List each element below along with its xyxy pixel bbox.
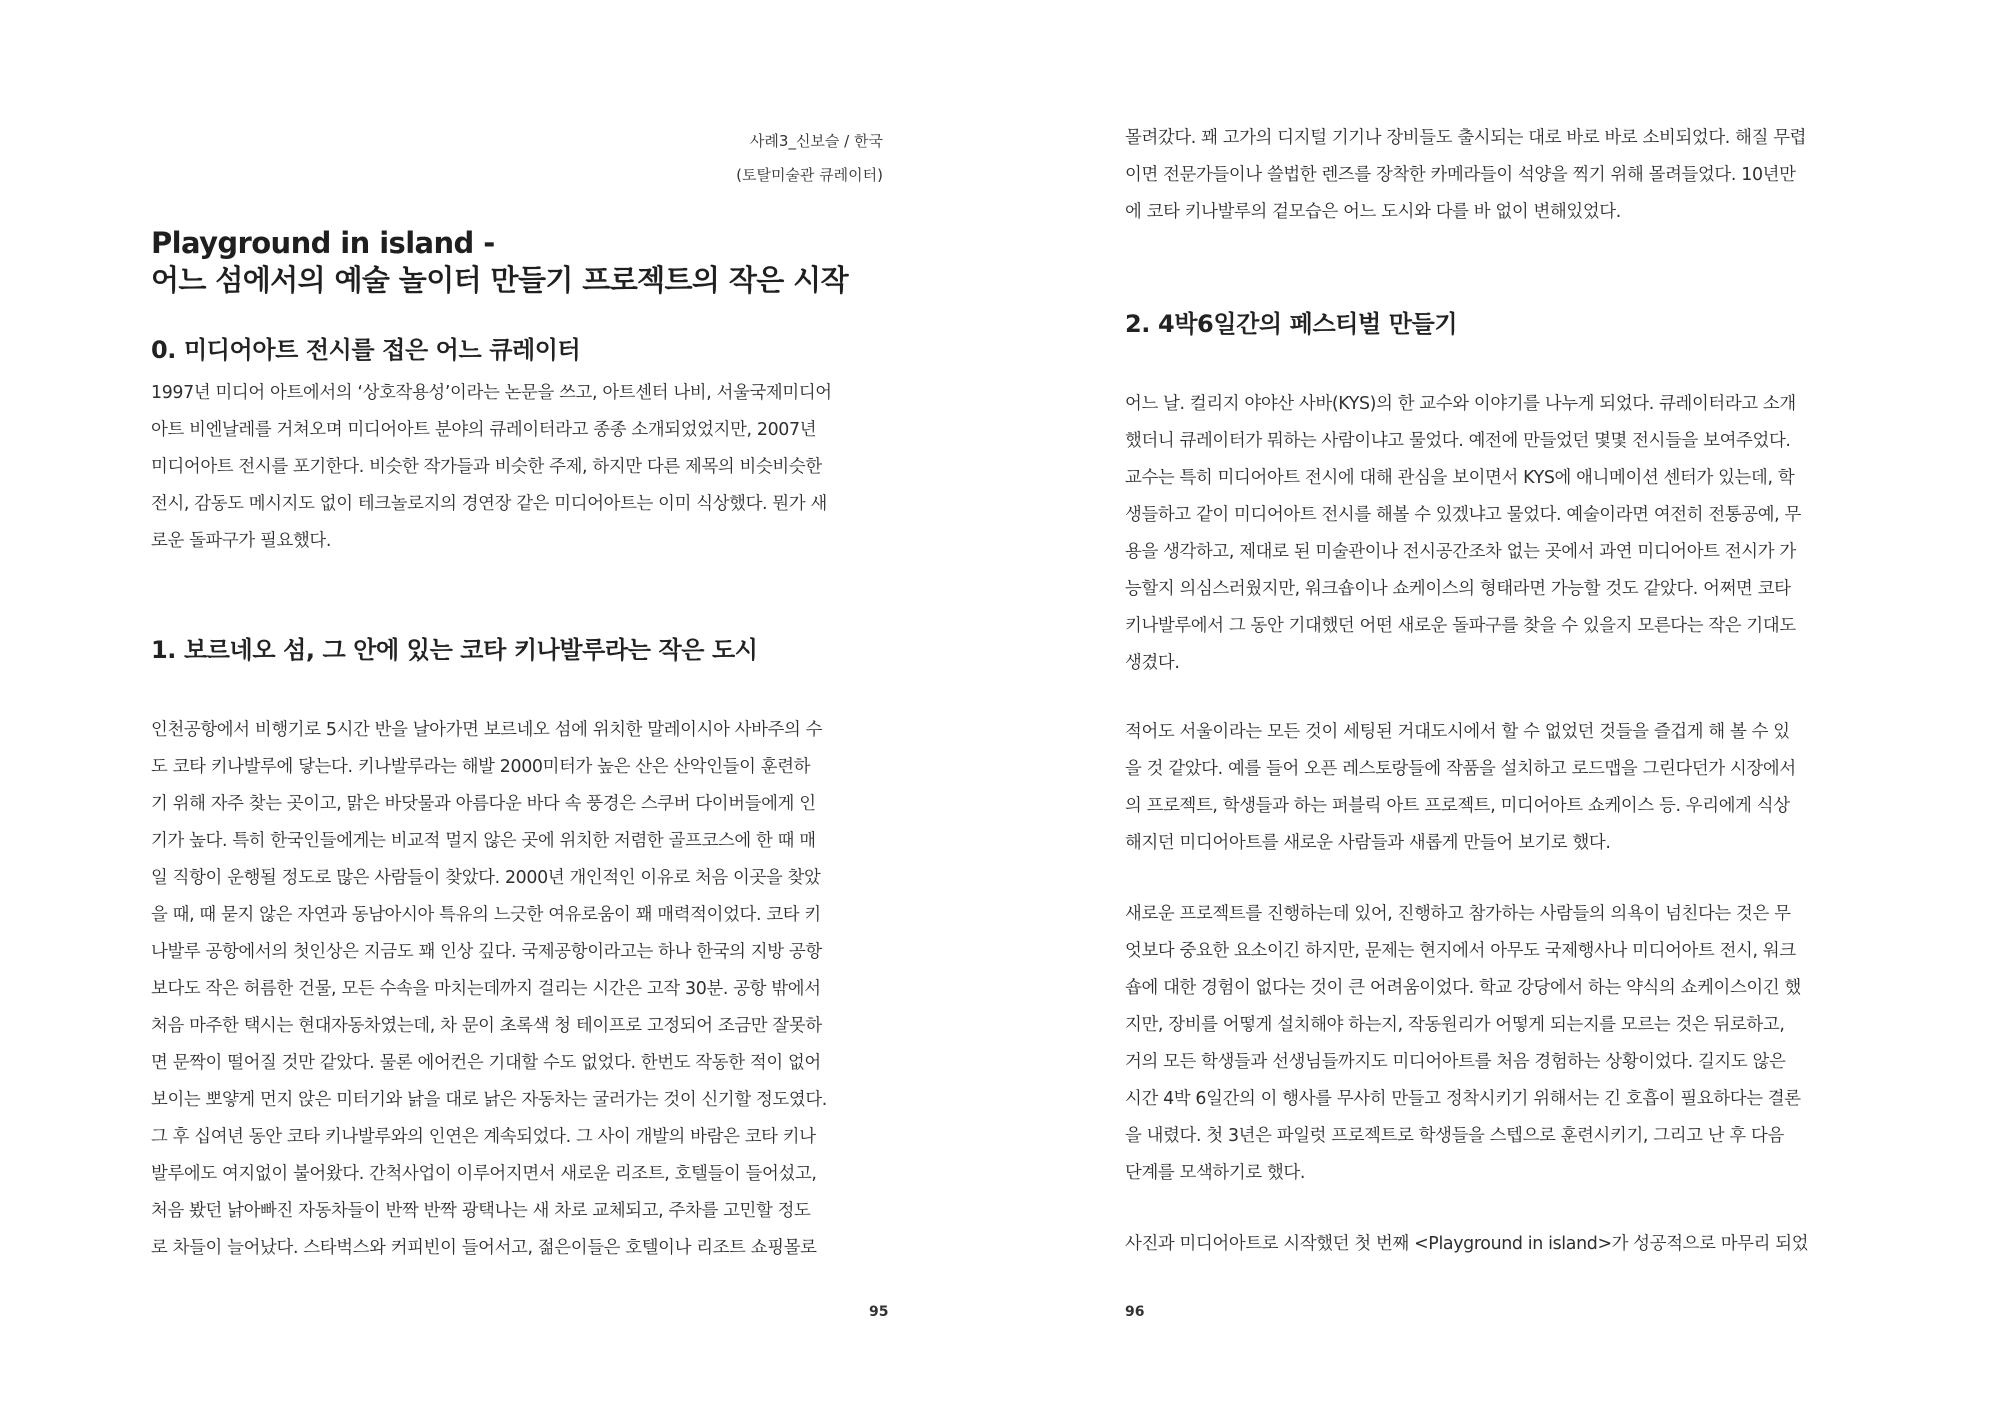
author-role-line: (토탈미술관 큐레이터)	[736, 166, 883, 184]
text-line: 에 코타 키나발루의 겉모습은 어느 도시와 다를 바 없이 변해있었다.	[1125, 202, 1621, 222]
text-line: 발루에도 여지없이 불어왔다. 간척사업이 이루어지면서 새로운 리조트, 호텔들이 들어섰고,	[151, 1164, 817, 1184]
text-line: 교수는 특히 미디어아트 전시에 대해 관심을 보이면서 KYS에 애니메이션 센터가 있는데, 학	[1125, 468, 1795, 488]
text-line: 키나발루에서 그 동안 기대했던 어떤 새로운 돌파구를 찾을 수 있을지 모른다는 작은 기대도	[1125, 616, 1796, 636]
section-1-continued-paragraph	[1125, 120, 1865, 231]
text-line: 적어도 서울이라는 모든 것이 세팅된 거대도시에서 할 수 없었던 것들을 즐겁게 해 볼 수 있	[1125, 722, 1790, 742]
text-line: 어느 날. 컬리지 야야산 사바(KYS)의 한 교수와 이야기를 나누게 되었다. 큐레이터라고 소개	[1125, 394, 1796, 414]
text-line: 면 문짝이 떨어질 것만 같았다. 물론 에어컨은 기대할 수도 없었다. 한번도 작동한 적이 없어	[151, 1053, 821, 1073]
text-line: 그 후 십여년 동안 코타 키나발루와의 인연은 계속되었다. 그 사이 개발의 바람은 코타 키나	[151, 1127, 816, 1147]
author-name-line: 사례3_신보슬 / 한국	[749, 132, 883, 150]
section-1-paragraph	[151, 712, 891, 1267]
text-line: 사진과 미디어아트로 시작했던 첫 번째 <Playground in island>가 성공적으로 마무리 되었	[1125, 1234, 1809, 1254]
section-2-paragraph-4	[1125, 1226, 1865, 1263]
text-line: 처음 마주한 택시는 현대자동차였는데, 차 문이 초록색 청 테이프로 고정되어 조금만 잘못하	[151, 1016, 822, 1036]
text-line: 보이는 뽀얗게 먼지 앉은 미터기와 낡을 대로 낡은 자동차는 굴러가는 것이 신기할 정도였다.	[151, 1090, 827, 1110]
text-line: 능할지 의심스러웠지만, 워크숍이나 쇼케이스의 형태라면 가능할 것도 같았다. 어쩌면 코타	[1125, 579, 1791, 599]
article-title-line-2: 어느 섬에서의 예술 놀이터 만들기 프로젝트의 작은 시작	[151, 263, 848, 297]
text-line: 단계를 모색하기로 했다.	[1125, 1163, 1306, 1183]
text-line: 인천공항에서 비행기로 5시간 반을 날아가면 보르네오 섬에 위치한 말레이시아 사바주의 수	[151, 720, 823, 740]
text-line: 을 것 같았다. 예를 들어 오픈 레스토랑들에 작품을 설치하고 로드맵을 그린다던가 시장에서	[1125, 759, 1796, 779]
text-line: 엇보다 중요한 요소이긴 하지만, 문제는 현지에서 아무도 국제행사나 미디어아트 전시, 워크	[1125, 941, 1796, 961]
text-line: 생겼다.	[1125, 653, 1180, 673]
text-line: 기가 높다. 특히 한국인들에게는 비교적 멀지 않은 곳에 위치한 저렴한 골프코스에 한 때 매	[151, 831, 816, 851]
text-line: 일 직항이 운행될 정도로 많은 사람들이 찾았다. 2000년 개인적인 이유로 처음 이곳을 찾았	[151, 868, 821, 888]
section-2-paragraph-1	[1125, 386, 1865, 682]
article-title	[151, 225, 891, 299]
text-line: 했더니 큐레이터가 뭐하는 사람이냐고 물었다. 예전에 만들었던 몇몇 전시들을 보여주었다.	[1125, 431, 1791, 451]
author-credit	[736, 124, 883, 192]
text-line: 해지던 미디어아트를 새로운 사람들과 새롭게 만들어 보기로 했다.	[1125, 833, 1611, 853]
page-number-left: 95	[869, 1304, 889, 1320]
text-line: 몰려갔다. 꽤 고가의 디지털 기기나 장비들도 출시되는 대로 바로 바로 소비되었다. 해질 무렵	[1125, 128, 1807, 148]
text-line: 로운 돌파구가 필요했다.	[151, 531, 332, 551]
text-line: 을 때, 때 묻지 않은 자연과 동남아시아 특유의 느긋한 여유로움이 꽤 매력적이었다. 코타 키	[151, 905, 821, 925]
section-heading-0: 0. 미디어아트 전시를 접은 어느 큐레이터	[151, 336, 581, 364]
section-2-paragraph-2	[1125, 714, 1865, 862]
section-0-paragraph	[151, 375, 891, 560]
text-line: 전시, 감동도 메시지도 없이 테크놀로지의 경연장 같은 미디어아트는 이미 식상했다. 뭔가 새	[151, 494, 827, 514]
text-line: 생들하고 같이 미디어아트 전시를 해볼 수 있겠냐고 물었다. 예술이라면 여전히 전통공예, 무	[1125, 505, 1801, 525]
section-heading-2: 2. 4박6일간의 페스티벌 만들기	[1125, 310, 1458, 338]
text-line: 로 차들이 늘어났다. 스타벅스와 커피빈이 들어서고, 젊은이들은 호텔이나 리조트 쇼핑몰로	[151, 1238, 817, 1258]
text-line: 기 위해 자주 찾는 곳이고, 맑은 바닷물과 아름다운 바다 속 풍경은 스쿠버 다이버들에게 인	[151, 794, 816, 814]
text-line: 시간 4박 6일간의 이 행사를 무사히 만들고 정착시키기 위해서는 긴 호흡이 필요하다는 결론	[1125, 1089, 1801, 1109]
text-line: 나발루 공항에서의 첫인상은 지금도 꽤 인상 깊다. 국제공항이라고는 하나 한국의 지방 공항	[151, 942, 822, 962]
text-line: 새로운 프로젝트를 진행하는데 있어, 진행하고 참가하는 사람들의 의욕이 넘친다는 것은 무	[1125, 904, 1791, 924]
section-2-paragraph-3	[1125, 896, 1865, 1192]
text-line: 1997년 미디어 아트에서의 ‘상호작용성’이라는 논문을 쓰고, 아트센터 나비, 서울국제미디어	[151, 383, 832, 403]
text-line: 의 프로젝트, 학생들과 하는 퍼블릭 아트 프로젝트, 미디어아트 쇼케이스 등. 우리에게 식상	[1125, 796, 1790, 816]
section-heading-1: 1. 보르네오 섬, 그 안에 있는 코타 키나발루라는 작은 도시	[151, 636, 758, 664]
text-line: 도 코타 키나발루에 닿는다. 키나발루라는 해발 2000미터가 높은 산은 산악인들이 훈련하	[151, 757, 811, 777]
text-line: 을 내렸다. 첫 3년은 파일럿 프로젝트로 학생들을 스텝으로 훈련시키기, 그리고 난 후 다음	[1125, 1126, 1784, 1146]
article-title-line-1: Playground in island -	[151, 226, 495, 260]
text-line: 이면 전문가들이나 쓸법한 렌즈를 장착한 카메라들이 석양을 찍기 위해 몰려들었다. 10년만	[1125, 165, 1796, 185]
text-line: 아트 비엔날레를 거쳐오며 미디어아트 분야의 큐레이터라고 종종 소개되었었지만, 2007년	[151, 420, 817, 440]
text-line: 보다도 작은 허름한 건물, 모든 수속을 마치는데까지 걸리는 시간은 고작 30분. 공항 밖에서	[151, 979, 821, 999]
text-line: 용을 생각하고, 제대로 된 미술관이나 전시공간조차 없는 곳에서 과연 미디어아트 전시가 가	[1125, 542, 1796, 562]
right-page	[1000, 0, 2000, 1413]
text-line: 미디어아트 전시를 포기한다. 비슷한 작가들과 비슷한 주제, 하지만 다른 제목의 비슷비슷한	[151, 457, 822, 477]
text-line: 처음 봤던 낡아빠진 자동차들이 반짝 반짝 광택나는 새 차로 교체되고, 주차를 고민할 정도	[151, 1201, 811, 1221]
text-line: 거의 모든 학생들과 선생님들까지도 미디어아트를 처음 경험하는 상황이었다. 길지도 않은	[1125, 1052, 1786, 1072]
page-number-right: 96	[1125, 1304, 1145, 1320]
text-line: 숍에 대한 경험이 없다는 것이 큰 어려움이었다. 학교 강당에서 하는 약식의 쇼케이스이긴 했	[1125, 978, 1801, 998]
text-line: 지만, 장비를 어떻게 설치해야 하는지, 작동원리가 어떻게 되는지를 모르는 것은 뒤로하고,	[1125, 1015, 1785, 1035]
